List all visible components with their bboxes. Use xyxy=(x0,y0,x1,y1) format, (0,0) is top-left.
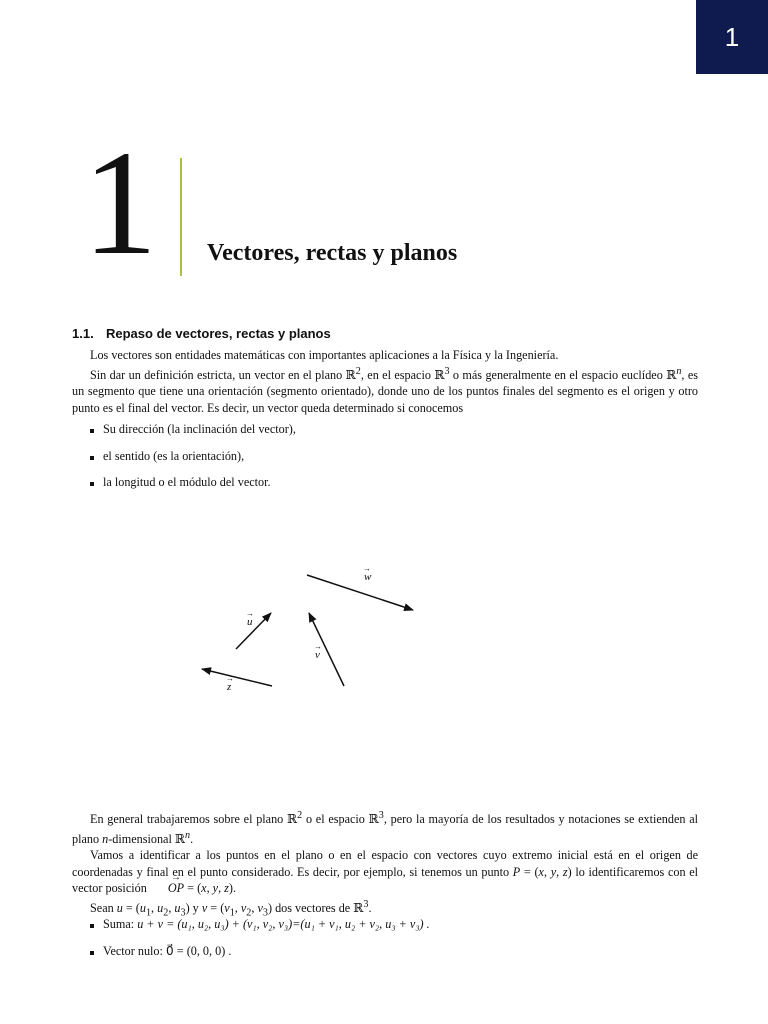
list-item-suma: Suma: u + v = (u₁, u₂, u₃) + (v₁, v₂, v₃)=(u₁ + v₁, u₂ + v₂, u₃ + v₃) . xyxy=(90,916,700,933)
list-item: Su dirección (la inclinación del vector), xyxy=(90,421,700,438)
body-text xyxy=(72,808,698,922)
paragraph-4: Vamos a identificar a los puntos en el plano o en el espacio con vectores cuyo extremo inicial está en el origen de coordenadas y final en el punto considerado. Es decir, por ejemplo, si tenemos un punto P = (x, y, z) lo identificaremos con el vector posición → OP = (x, y, z). xyxy=(72,847,698,897)
svg-text:→: → xyxy=(314,642,322,651)
svg-text:→: → xyxy=(226,674,234,683)
chapter-tab-number: 1 xyxy=(724,21,740,52)
svg-text:→: → xyxy=(246,609,254,618)
list-item: la longitud o el módulo del vector. xyxy=(90,474,700,491)
paragraph-2: Sin dar un definición estricta, un vector en el plano ℝ$^2$, en el espacio ℝ$^3$ o más generalmente en el espacio euclídeo ℝ$^n$, es un segmento que tiene una orientación (segmento orientado), donde uno de los puntos finales del segmento es el origen y otro punto es el final del vector. Es decir, un vector queda determinado si conocemos xyxy=(72,365,699,415)
svg-text:→: → xyxy=(363,564,371,573)
chapter-number: 1 xyxy=(82,120,158,286)
list-item-vector-nulo: Vector nulo: 0⃗ = (0, 0, 0) . xyxy=(90,943,700,960)
paragraph-5: Sean $u = (u_1$, $u_2$, $u_3$) y $v = (v_1$, $v_2$, $v_3$) dos vectores de ℝ$^3$. xyxy=(90,898,372,919)
section-title: Repaso de vectores, rectas y planos xyxy=(106,326,331,341)
vector-u-label: u xyxy=(247,616,253,628)
operations-list xyxy=(90,916,700,959)
vector-u-arrow xyxy=(236,613,271,649)
vector-z-arrow xyxy=(202,669,272,686)
vector-w-arrow xyxy=(307,575,413,610)
section-number: 1.1. xyxy=(72,326,94,341)
vector-v-label: v xyxy=(315,649,320,661)
paragraph-3: En general trabajaremos sobre el plano ℝ$^2$ o el espacio ℝ$^3$, pero la mayoría de los resultados y notaciones se extienden al plano n-dimensional ℝ$^n$. xyxy=(72,810,698,846)
chapter-title: Vectores, rectas y planos xyxy=(207,240,458,266)
list-item: el sentido (es la orientación), xyxy=(90,448,700,465)
paragraph-1: Los vectores son entidades matemáticas con importantes aplicaciones a la Física y la Ingeniería. xyxy=(90,348,559,362)
vector-z-label: z xyxy=(227,681,232,693)
vector-w-label: w xyxy=(364,571,372,583)
